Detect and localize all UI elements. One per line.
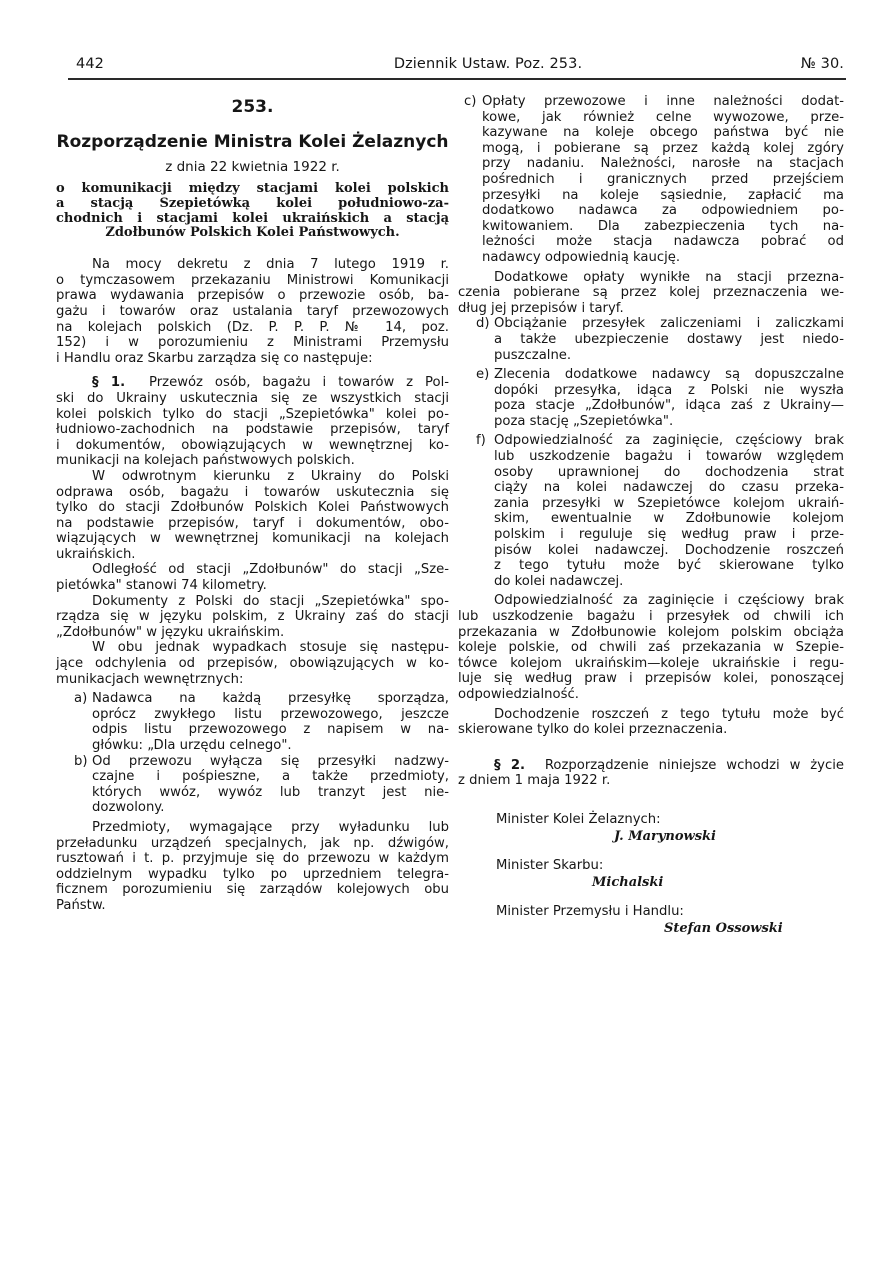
item-marker: b) <box>74 753 88 769</box>
running-header <box>72 56 844 78</box>
list-item-d <box>458 316 844 363</box>
text-line: a także ubezpieczenie dostawy jest niedo- <box>494 331 844 347</box>
signatory-role: Minister Przemysłu i Handlu: <box>496 903 684 919</box>
distance-paragraph <box>56 562 449 593</box>
text-line: tylko do stacji Zdołbunów Polskich Kolei Państwowych <box>56 500 449 516</box>
text-line: skierowane tylko do kolei przeznaczenia. <box>458 722 728 738</box>
documents-paragraph <box>56 594 449 641</box>
section-text: Rozporządzenie niniejsze wchodzi w życie <box>544 757 844 773</box>
text-line: Dokumenty z Polski do stacji „Szepietówka" spo- <box>92 593 449 609</box>
text-line: dozwolony. <box>92 800 165 816</box>
text-line <box>56 375 449 391</box>
subject-line: a stacją Szepietówką kolei południowo-za- <box>56 195 449 211</box>
text-line: puszczalne. <box>494 347 572 363</box>
text-line: i dokumentów, obowiązujących w wewnętrznej ko- <box>56 437 449 453</box>
text-line: przesyłki na koleje sąsiednie, zapłacić ma <box>482 187 844 203</box>
text-line: i Handlu oraz Skarbu zarządza się co następuje: <box>56 350 373 366</box>
subject-line: o komunikacji między stacjami kolei polskich <box>56 181 449 196</box>
left-column <box>56 94 449 914</box>
text-line: z tego tytułu może być skierowane tylko <box>494 558 844 574</box>
text-line: wiązujących w wewnętrznej komunikacji na kolejach <box>56 531 449 547</box>
liability-paragraph <box>458 593 844 702</box>
text-line: leżności może stacja nadawcza pobrać od <box>482 234 844 250</box>
text-line: oddzielnym wypadku tylko po uprzedniem telegra- <box>56 866 449 882</box>
text-line: polskim i reguluje się według praw i prze- <box>494 527 844 543</box>
header-rule <box>68 78 846 80</box>
text-line: przeładunku urządzeń specjalnych, jak np. dźwigów, <box>56 835 449 851</box>
text-line: Nadawca na każdą przesyłkę sporządza, <box>92 691 449 707</box>
text-line: poza stacje „Zdołbunów", idąca zaś z Ukrainy— <box>494 398 844 414</box>
right-column <box>458 94 844 937</box>
text-line: odpowiedzialność. <box>458 686 579 702</box>
act-title: Rozporządzenie Ministra Kolei Żelaznych <box>56 132 449 152</box>
section-label: § 1. <box>92 375 126 391</box>
text-line: na podstawie przepisów, taryf i dokumentów, obo- <box>56 515 449 531</box>
text-line: Na mocy dekretu z dnia 7 lutego 1919 r. <box>92 257 449 273</box>
item-marker: c) <box>464 94 477 109</box>
text-line: pisów kolei nadawczej. Dochodzenie roszczeń <box>494 542 844 558</box>
text-line: przekazania w Zdołbunowie kolejom polskim obciąża <box>458 624 844 640</box>
text-line: W odwrotnym kierunku z Ukrainy do Polski <box>92 468 449 484</box>
text-line <box>458 758 844 774</box>
text-line: Przedmioty, wymagające przy wyładunku lub <box>92 819 449 835</box>
signatory-name: J. Marynowski <box>614 828 716 844</box>
section-label: § 2. <box>494 757 526 773</box>
text-line: mogą, i pobierane są przez każdą kolej zgóry <box>482 140 844 156</box>
text-line: czenia pobierane są przez kolej przeznaczenia we- <box>458 285 844 301</box>
text-line: dług jej przepisów i taryf. <box>458 300 624 316</box>
preamble <box>56 257 449 366</box>
text-line: kwitowaniem. Dla zabezpieczenia tych na- <box>482 218 844 234</box>
text-line: ciąży na kolei nadawczej do czasu przeka- <box>494 480 844 496</box>
special-items-paragraph <box>56 820 449 914</box>
text-line: lub uszkodzenie bagażu i towarów względem <box>494 449 844 465</box>
item-marker: a) <box>74 691 88 707</box>
text-line: kolei polskich tylko do stacji „Szepietówka" kolei po- <box>56 406 449 422</box>
text-line: łudniowo-zachodnich na podstawie przepisów, taryf <box>56 422 449 438</box>
text-line: kazywane na koleje obcego państwa być nie <box>482 125 844 141</box>
reverse-direction-paragraph <box>56 469 449 563</box>
text-line: luje się według praw i przepisów kolei, ponoszącej <box>458 671 844 687</box>
signatory-name: Michalski <box>592 874 664 890</box>
text-line: oprócz zwykłego listu przewozowego, jeszcze <box>92 706 449 722</box>
text-line: zania przesyłki w Szepietówce kolejom ukraiń- <box>494 495 844 511</box>
text-line: Państw. <box>56 897 106 913</box>
text-line: munikacjach wewnętrznych: <box>56 671 244 687</box>
issue-number: № 30. <box>800 56 844 72</box>
text-line: kowe, jak również celne wywozowe, prze- <box>482 109 844 125</box>
section-text: Przewóz osób, bagażu i towarów z Pol- <box>149 375 450 391</box>
text-line: Odpowiedzialność za zaginięcie i częściowy brak <box>494 593 844 609</box>
page-number: 442 <box>76 56 104 72</box>
signatory-role: Minister Skarbu: <box>496 857 604 873</box>
text-line: Dochodzenie roszczeń z tego tytułu może być <box>494 706 844 722</box>
section-2 <box>458 758 844 789</box>
text-line: rusztowań i t. p. przyjmuje się do przewozu w każdym <box>56 851 449 867</box>
text-line: ficznem porozumieniu się zarządów kolejowych obu <box>56 882 449 898</box>
text-line: Odległość od stacji „Zdołbunów" do stacji „Sze- <box>92 562 449 578</box>
text-line: ukraińskich. <box>56 546 136 562</box>
text-line: dopóki przesyłka, idąca z Polski nie wyszła <box>494 382 844 398</box>
act-date: z dnia 22 kwietnia 1922 r. <box>165 159 340 175</box>
text-line: dodatkowo nadawca za odpowiedniem po- <box>482 203 844 219</box>
signatory-role: Minister Kolei Żelaznych: <box>496 811 661 827</box>
text-line: W obu jednak wypadkach stosuje się następu- <box>92 640 449 656</box>
text-line: 152) i w porozumieniu z Ministrami Przemysłu <box>56 335 449 351</box>
list-item-f <box>458 433 844 589</box>
text-line: przy nadaniu. Należności, narosłe na stacjach <box>482 156 844 172</box>
additional-fees-paragraph <box>458 270 844 317</box>
text-line: skim, ewentualnie w Zdołbunowie kolejom <box>494 511 844 527</box>
text-line: „Zdołbunów" w języku ukraińskim. <box>56 624 285 640</box>
act-number: 253. <box>231 97 274 117</box>
text-line: prawa wydawania przepisów o przewozie osób, ba- <box>56 288 449 304</box>
item-marker: e) <box>476 367 490 383</box>
text-line: poza stację „Szepietówka". <box>494 413 674 429</box>
journal-title: Dziennik Ustaw. Poz. 253. <box>393 56 583 72</box>
text-line: pośrednich i granicznych przed przejściem <box>482 171 844 187</box>
text-line: rządza się w języku polskim, z Ukrainy zaś do stacji <box>56 609 449 625</box>
text-line: Obciążanie przesyłek zaliczeniami i zaliczkami <box>494 316 844 332</box>
text-line: odprawa osób, bagażu i towarów uskutecznia się <box>56 484 449 500</box>
text-line: pietówka" stanowi 74 kilometry. <box>56 578 267 594</box>
list-item-c <box>458 94 844 266</box>
text-line: nadawcy odpowiednią kaucję. <box>482 249 681 265</box>
text-line: z dniem 1 maja 1922 r. <box>458 773 611 789</box>
text-line: lub uszkodzenie bagażu i przesyłek od chwili ich <box>458 609 844 624</box>
signatures <box>458 811 844 937</box>
item-marker: d) <box>476 316 490 332</box>
text-line: odpis listu przewozowego z napisem w na- <box>92 722 449 738</box>
text-line: Dodatkowe opłaty wynikłe na stacji przezna- <box>494 269 844 285</box>
text-line: Opłaty przewozowe i inne należności dodat- <box>482 94 844 109</box>
act-subject <box>56 182 449 241</box>
text-line: czajne i pośpieszne, a także przedmioty, <box>92 769 449 785</box>
deviations-intro <box>56 640 449 687</box>
section-1 <box>56 375 449 469</box>
text-line: Odpowiedzialność za zaginięcie, częściowy brak <box>494 433 844 449</box>
item-marker: f) <box>476 433 486 449</box>
text-line: o tymczasowem przekazaniu Ministrowi Komunikacji <box>56 272 449 288</box>
text-line: główku: „Dla urzędu celnego". <box>92 738 292 753</box>
text-line: Od przewozu wyłącza się przesyłki nadzwy- <box>92 753 449 769</box>
list-item-e <box>458 367 844 429</box>
list-item-b <box>56 754 449 816</box>
text-line: munikacji na kolejach państwowych polskich. <box>56 453 355 469</box>
text-line: których wwóz, wywóz lub tranzyt jest nie- <box>92 784 449 800</box>
text-line: jące odchylenia od przepisów, obowiązujących w ko- <box>56 656 449 672</box>
subject-line: Zdołbunów Polskich Kolei Państwowych. <box>105 225 400 241</box>
signatory-name: Stefan Ossowski <box>664 920 783 936</box>
text-line: ski do Ukrainy uskutecznia się ze wszystkich stacji <box>56 390 449 406</box>
list-item-a <box>56 691 449 753</box>
subject-line: chodnich i stacjami kolei ukraińskich a stacją <box>56 210 449 226</box>
text-line: osoby uprawnionej do dochodzenia strat <box>494 464 844 480</box>
claims-paragraph <box>458 707 844 738</box>
text-line: na kolejach polskich (Dz. P. P. P. № 14, poz. <box>56 319 449 335</box>
text-line: do kolei nadawczej. <box>494 573 624 589</box>
text-line: tówce kolejom ukraińskim—koleje ukraińskie i regu- <box>458 655 844 671</box>
text-line: gażu i towarów oraz ustalania taryf przewozowych <box>56 303 449 319</box>
text-line: Zlecenia dodatkowe nadawcy są dopuszczalne <box>494 367 844 383</box>
text-line: koleje polskie, od chwili zaś przekazania w Szepie- <box>458 640 844 656</box>
